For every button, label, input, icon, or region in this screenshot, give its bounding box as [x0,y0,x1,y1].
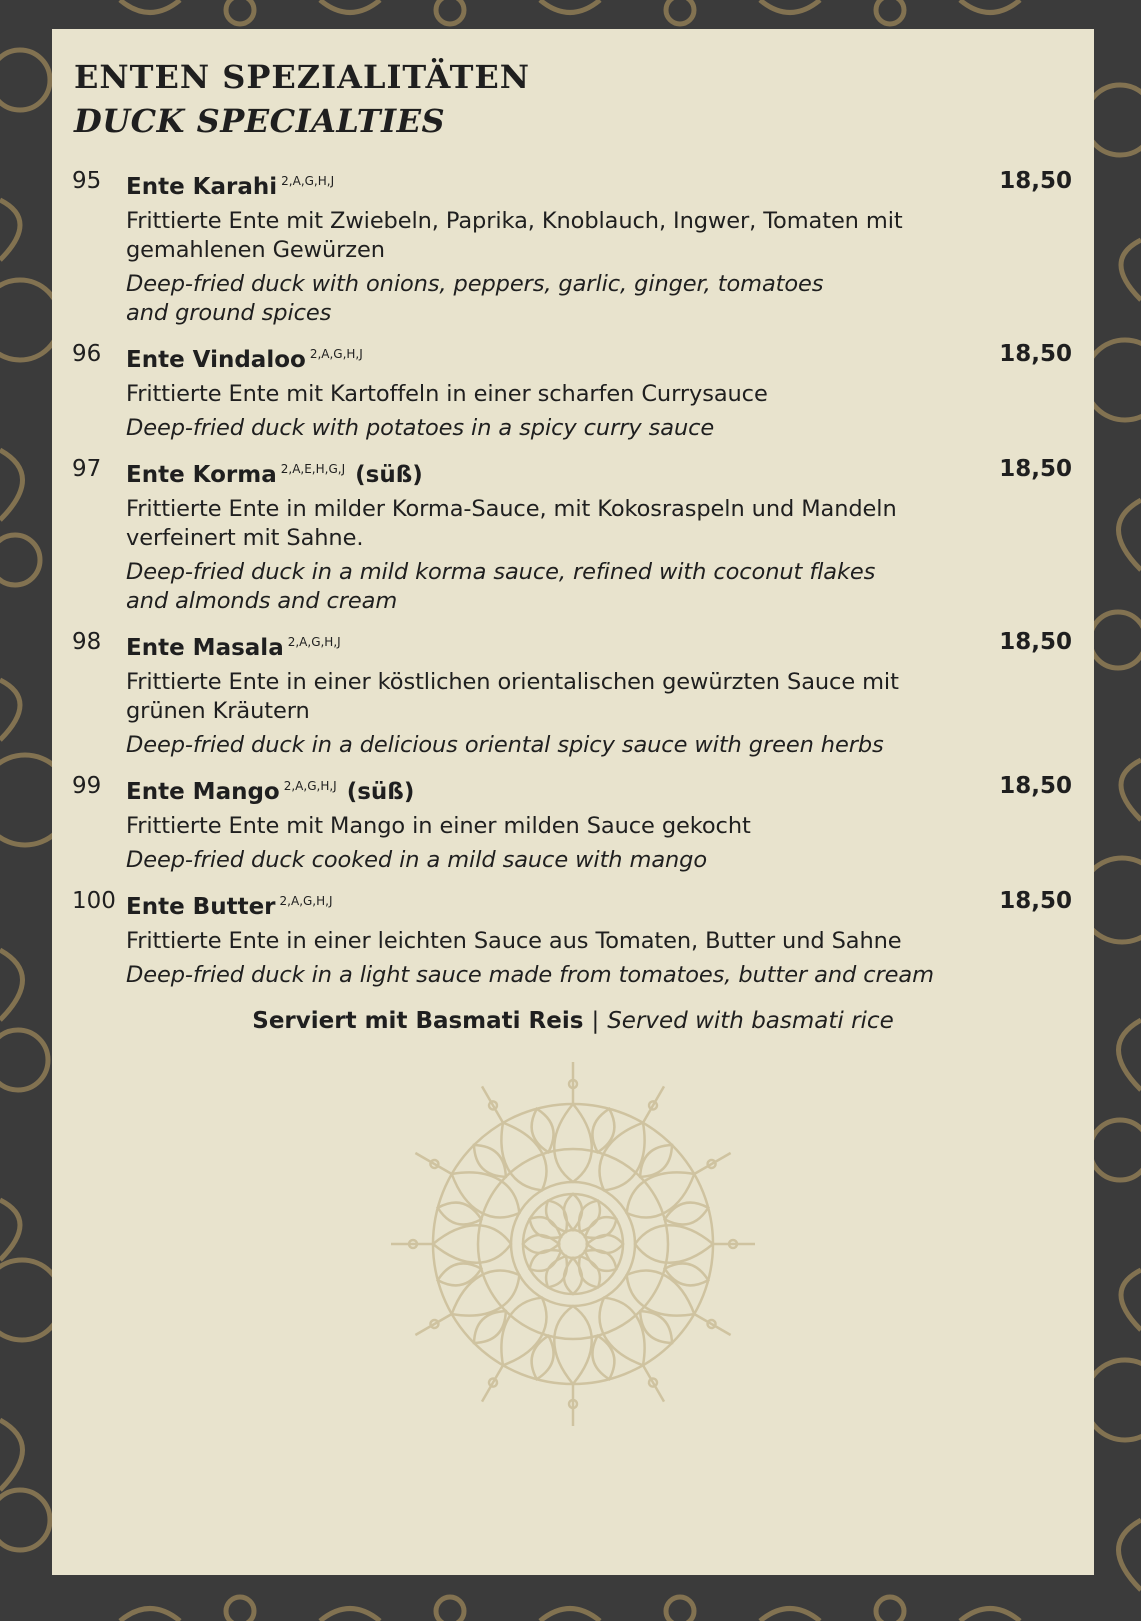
item-price: 18,50 [999,456,1072,482]
heading-english: DUCK SPECIALTIES [74,102,446,140]
item-allergens: 2,A,G,H,J [281,174,335,188]
item-allergens: 2,A,G,H,J [283,779,337,793]
item-price: 18,50 [999,773,1072,799]
item-name-line [126,772,1072,807]
section-heading [74,55,530,143]
item-name-line [126,887,1072,922]
item-description-english: Deep-fried duck in a light sauce made from tomatoes, butter and cream [126,962,934,988]
item-name-line [126,628,1072,663]
item-price: 18,50 [999,341,1072,367]
item-tag-sweet: (süß) [355,462,423,488]
item-description-german: Frittierte Ente mit Mango in einer milden Sauce gekocht [126,813,751,839]
item-description-english: Deep-fried duck in a mild korma sauce, refined with coconut flakes and almonds and cream [126,559,876,614]
served-with-german: Serviert mit Basmati Reis [252,1008,584,1034]
served-with-separator: | [591,1008,600,1034]
item-description-english: Deep-fried duck with potatoes in a spicy curry sauce [126,415,715,441]
item-number: 98 [72,629,102,655]
item-number: 99 [72,773,102,799]
item-name: Ente Karahi [126,174,278,200]
item-price: 18,50 [999,888,1072,914]
item-description-english: Deep-fried duck with onions, peppers, garlic, ginger, tomatoes and ground spices [126,271,824,326]
item-number: 95 [72,168,102,194]
menu-panel [52,29,1094,1575]
item-number: 96 [72,341,102,367]
item-description-german: Frittierte Ente mit Zwiebeln, Paprika, Knoblauch, Ingwer, Tomaten mit gemahlenen Gewürzen [126,208,903,263]
item-name-line [126,340,1072,375]
mandala-ornament-icon [383,1054,763,1434]
item-name-line [126,455,1072,490]
item-description-german: Frittierte Ente in einer leichten Sauce aus Tomaten, Butter und Sahne [126,928,902,954]
item-name: Ente Vindaloo [126,347,306,373]
menu-item [72,887,1072,990]
menu-item [72,167,1072,328]
served-with-english: Served with basmati rice [607,1008,894,1034]
item-description-english: Deep-fried duck in a delicious oriental spicy sauce with green herbs [126,732,884,758]
item-name: Ente Korma [126,462,277,488]
menu-item [72,340,1072,443]
item-number: 100 [72,888,116,914]
item-tag-sweet: (süß) [346,779,415,805]
item-number: 97 [72,456,102,482]
item-price: 18,50 [999,629,1072,655]
heading-german: ENTEN SPEZIALITÄTEN [74,58,531,96]
menu-item [72,455,1072,616]
served-with-note [52,1007,1094,1036]
item-description-english: Deep-fried duck cooked in a mild sauce with mango [126,847,708,873]
item-price: 18,50 [999,168,1072,194]
item-name: Ente Masala [126,635,284,661]
item-name: Ente Mango [126,779,280,805]
item-allergens: 2,A,G,H,J [309,347,363,361]
item-description-german: Frittierte Ente in einer köstlichen orientalischen gewürzten Sauce mit grünen Kräutern [126,669,899,724]
item-name: Ente Butter [126,894,276,920]
item-name-line [126,167,1072,202]
item-allergens: 2,A,E,H,G,J [280,462,346,476]
menu-list [72,167,1072,990]
item-allergens: 2,A,G,H,J [279,894,333,908]
menu-item [72,628,1072,760]
item-description-german: Frittierte Ente mit Kartoffeln in einer scharfen Currysauce [126,381,768,407]
menu-item [72,772,1072,875]
item-description-german: Frittierte Ente in milder Korma-Sauce, mit Kokosraspeln und Mandeln verfeinert mit Sahne. [126,496,897,551]
item-allergens: 2,A,G,H,J [287,635,341,649]
